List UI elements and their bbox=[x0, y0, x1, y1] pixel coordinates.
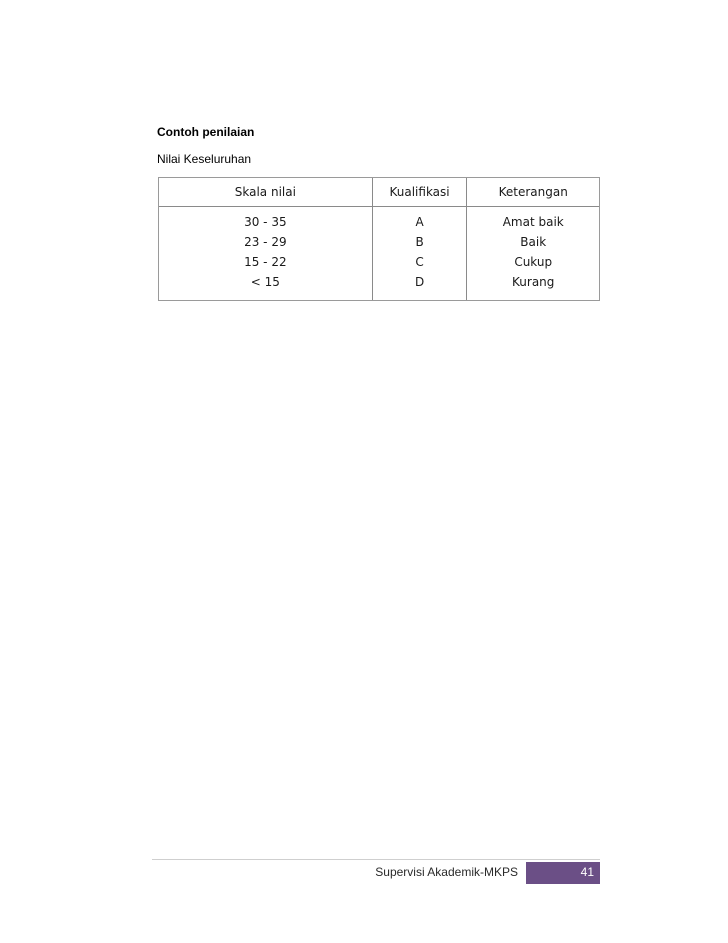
table-cell: 30 - 35 bbox=[244, 215, 287, 229]
scale-column-cell bbox=[159, 207, 372, 301]
score-table bbox=[159, 178, 599, 300]
table-cell: A bbox=[415, 215, 424, 229]
table-cell: Baik bbox=[520, 235, 547, 249]
table-cell: B bbox=[415, 235, 424, 249]
page-number-badge: 41 bbox=[526, 862, 600, 884]
table-cell: D bbox=[414, 275, 425, 289]
section-subheading: Nilai Keseluruhan bbox=[157, 152, 252, 166]
table-cell: Cukup bbox=[514, 255, 553, 269]
table-cell: Amat baik bbox=[502, 215, 564, 229]
table-cell: Kurang bbox=[512, 275, 555, 289]
header-description: Keterangan bbox=[467, 178, 599, 207]
header-scale: Skala nilai bbox=[159, 178, 372, 207]
footer-divider bbox=[152, 859, 600, 860]
footer-title: Supervisi Akademik-MKPS bbox=[375, 865, 518, 879]
table-cell: 15 - 22 bbox=[244, 255, 287, 269]
header-qualification: Kualifikasi bbox=[372, 178, 467, 207]
table-cell: C bbox=[415, 255, 424, 269]
qualification-column-cell bbox=[372, 207, 467, 301]
section-heading: Contoh penilaian bbox=[157, 125, 255, 139]
table-cell: < 15 bbox=[250, 275, 280, 289]
score-table-container bbox=[158, 177, 600, 301]
description-column-cell bbox=[467, 207, 599, 301]
table-body-row bbox=[159, 207, 599, 301]
table-cell: 23 - 29 bbox=[244, 235, 287, 249]
table-header-row bbox=[159, 178, 599, 207]
